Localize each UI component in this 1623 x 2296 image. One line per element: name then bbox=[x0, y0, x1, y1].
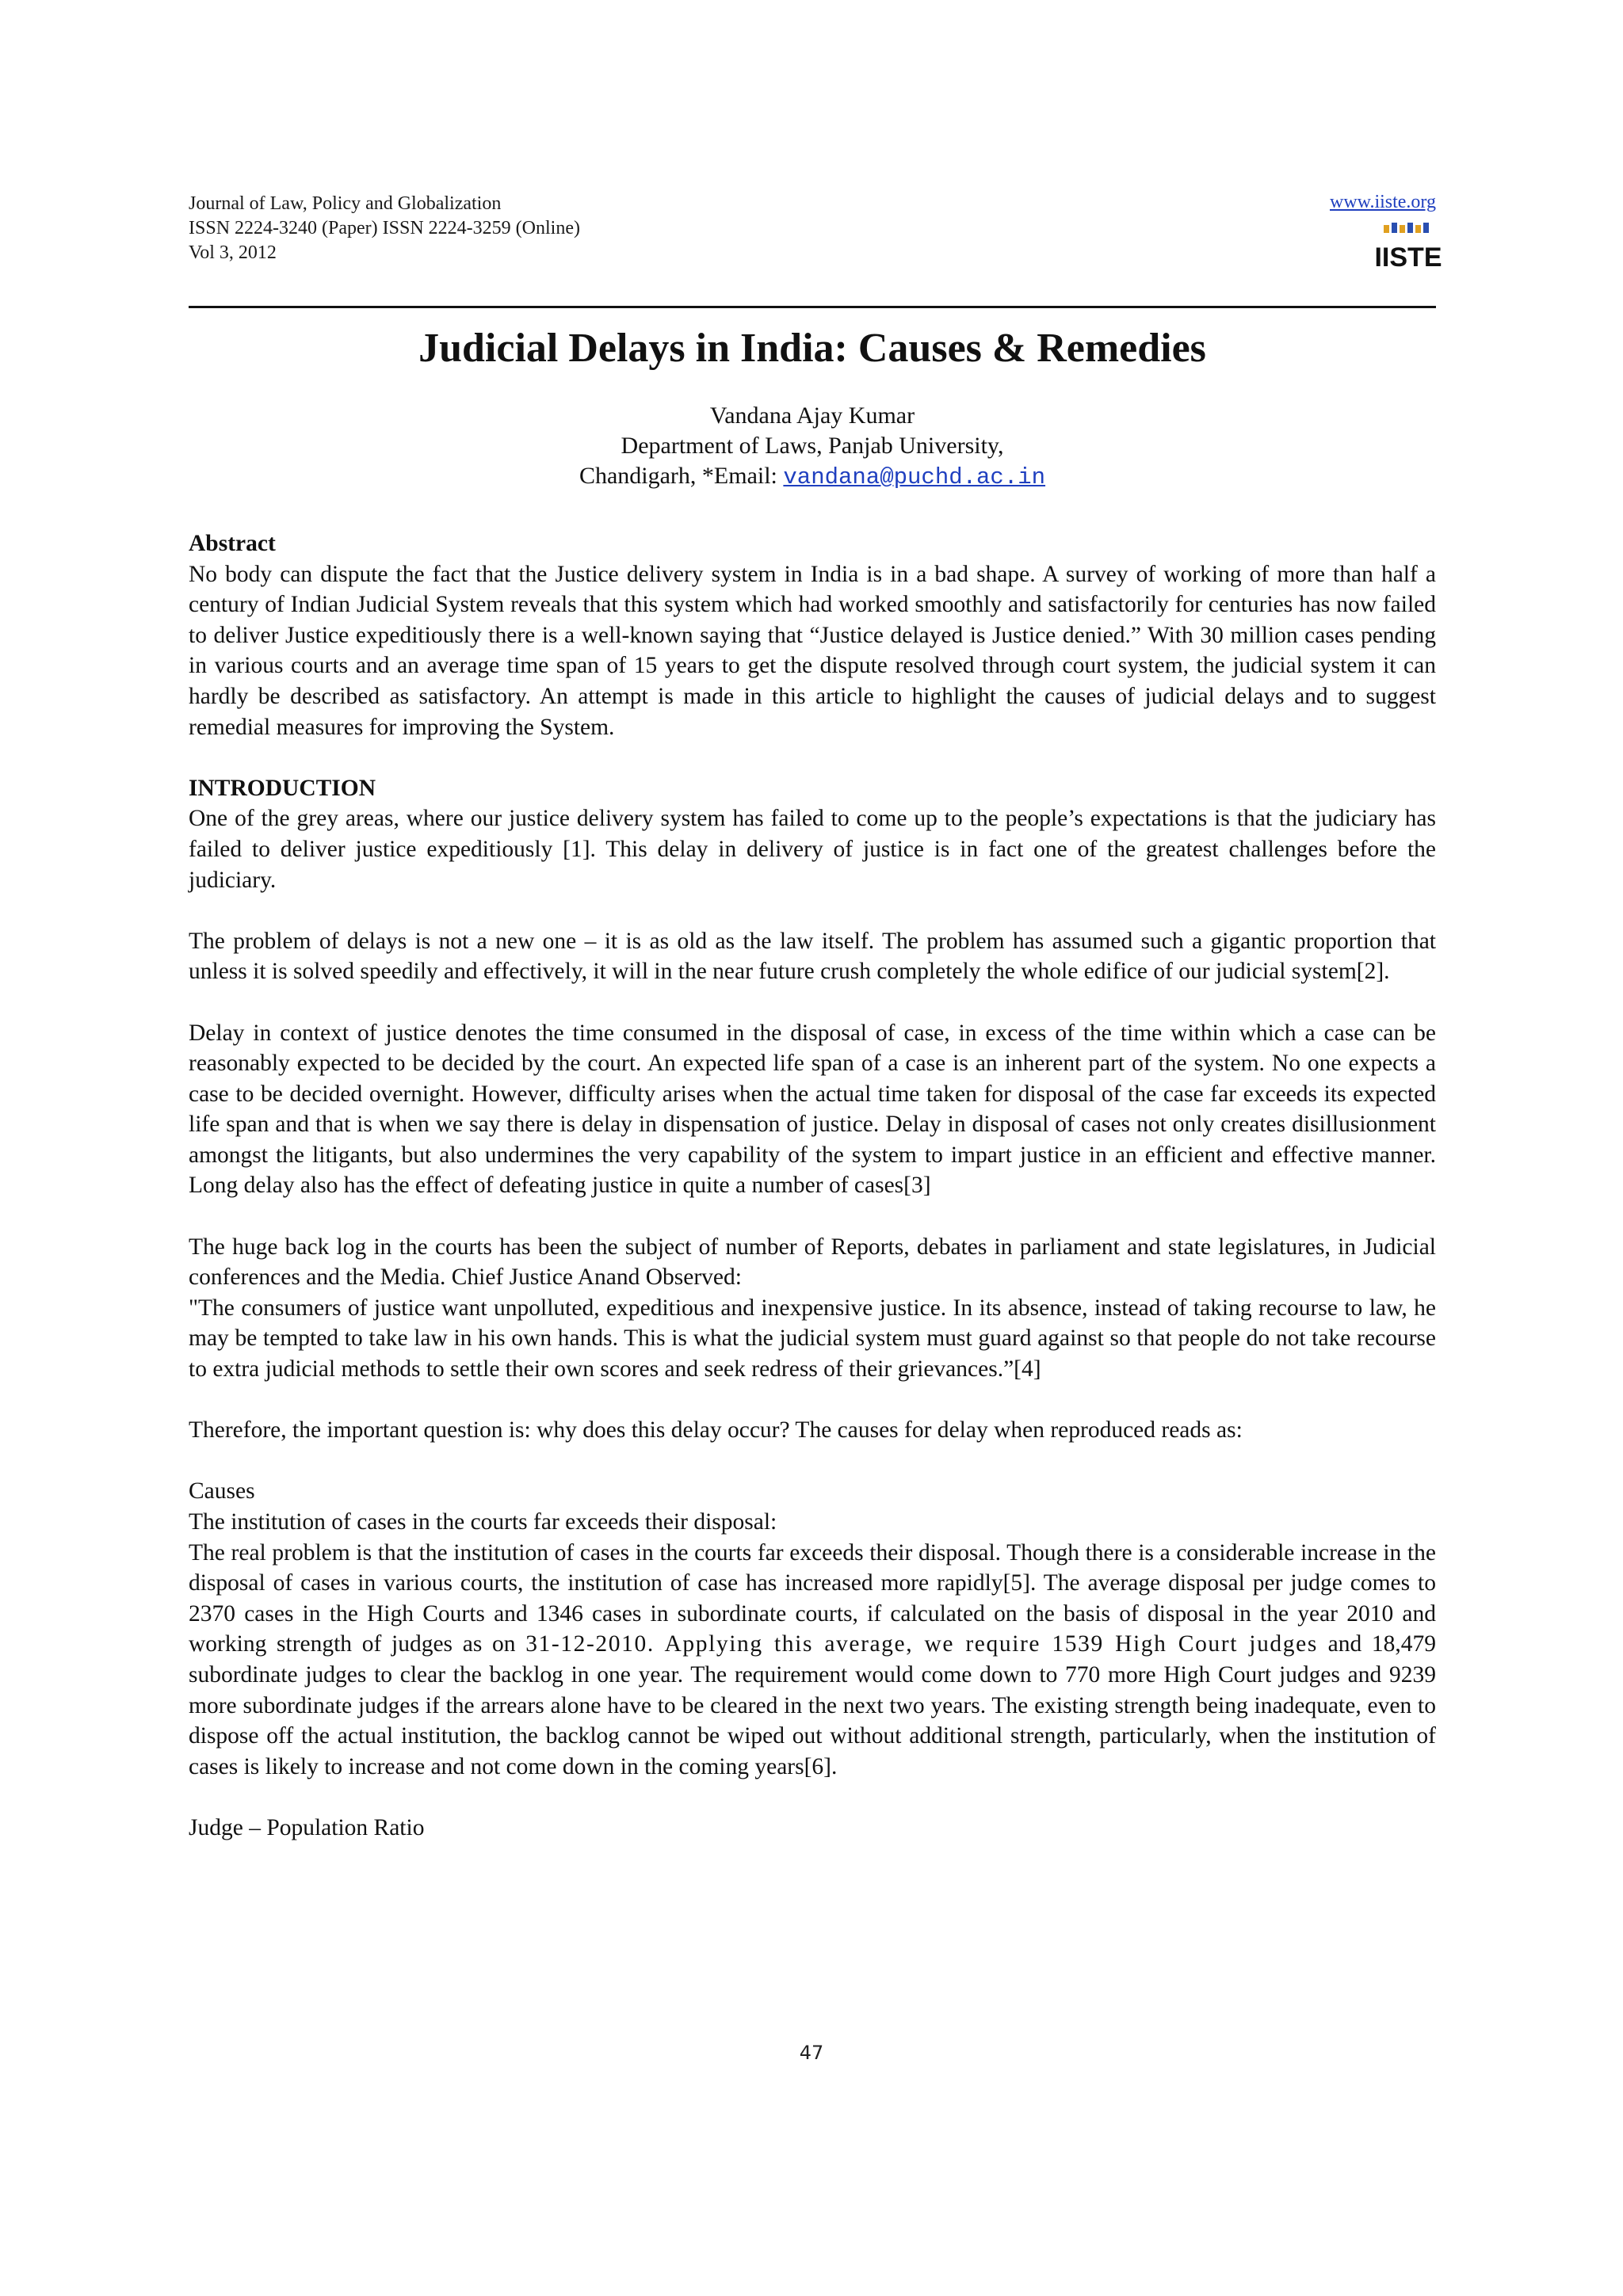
page-number: 47 bbox=[799, 2042, 824, 2064]
chief-justice-quote: "The consumers of justice want unpolluted, expeditious and inexpensive justice. In its absence, instead of taking recourse to law, he may be tempted to take law in his own hands. This is what the judicial system must guard against so that people do not take recourse to extra judicial methods to settle their own scores and seek redress of their grievances.”[4] bbox=[189, 1295, 1436, 1383]
intro-paragraph-3: Delay in context of justice denotes the time consumed in the disposal of case, in excess of the time within which a case can be reasonably expected to be decided by the court. An expected life span of a case is an inherent part of the system. No one expects a case to be decided overnight. However, difficulty arises when the actual time taken for disposal of the case far exceeds its expected life span and that is when we say there is delay in dispensation of justice. Delay in disposal of cases not only creates disillusionment amongst the litigants, but also undermines the very capability of the system to impart justice in an efficient and effective manner. Long delay also has the effect of defeating justice in quite a number of cases[3] bbox=[189, 1020, 1436, 1199]
journal-name: Journal of Law, Policy and Globalization bbox=[189, 193, 502, 214]
intro-paragraph-2: The problem of delays is not a new one – it is as old as the law itself. The problem has assumed such a gigantic proportion that unless it is solved speedily and effectively, it will in the near future crush completely the whole edifice of our judicial system[2]. bbox=[189, 928, 1436, 985]
article-body bbox=[189, 528, 1436, 1844]
intro-paragraph-5: Therefore, the important question is: why does this delay occur? The causes for delay when reproduced reads as: bbox=[189, 1417, 1243, 1444]
author-affiliation: Department of Laws, Panjab University, bbox=[621, 433, 1004, 459]
abstract-text: No body can dispute the fact that the Justice delivery system in India is in a bad shape. A survey of working of more than half a century of Indian Judicial System reveals that this system which had worked smoothly and satisfactorily for centuries has now failed to deliver Justice expeditiously there is a well-known saying that “Justice delayed is Justice denied.” With 30 million cases pending in various courts and an average time span of 15 years to get the dispute resolved through court system, the judicial system it can hardly be described as satisfactory. An attempt is made in this article to highlight the causes of judicial delays and to suggest remedial measures for improving the System. bbox=[189, 561, 1436, 740]
causes-paragraph bbox=[189, 1538, 1436, 1783]
journal-website-link[interactable]: www.iiste.org bbox=[1330, 192, 1436, 212]
paper-title: Judicial Delays in India: Causes & Remedies bbox=[418, 326, 1206, 371]
causes-text-a: The real problem is that the institution of cases in the courts far exceeds their disposal. Though there is a considerable increase in the disposal of cases in various courts, the institution of case has increased more rapidly[5]. The average disposal per judge comes to 2370 cases in the High Courts and 1346 cases in subordinate courts, if calculated on the basis of disposal in the year 2010 and working strength of judges as on bbox=[189, 1539, 1436, 1657]
causes-heading: Causes bbox=[189, 1478, 255, 1505]
abstract-heading: Abstract bbox=[189, 531, 276, 556]
author-location bbox=[189, 461, 1436, 493]
author-email-link[interactable]: vandana@puchd.ac.in bbox=[783, 464, 1046, 490]
intro-paragraph-4: The huge back log in the courts has been the subject of number of Reports, debates in parliament and state legislatures, in Judicial conferences and the Media. Chief Justice Anand Observed: bbox=[189, 1234, 1436, 1291]
author-location-prefix: Chandigarh, *Email: bbox=[579, 463, 784, 489]
causes-text-spaced: 31-12-2010. Applying this average, we require 1539 High Court judges bbox=[525, 1631, 1318, 1657]
intro-paragraph-1: One of the grey areas, where our justice delivery system has failed to come up to the people’s expectations is that the judiciary has failed to deliver justice expeditiously [1]. This delay in delivery of justice is in fact one of the greatest challenges before the judiciary. bbox=[189, 806, 1436, 893]
author-name: Vandana Ajay Kumar bbox=[709, 402, 915, 429]
author-block bbox=[189, 401, 1436, 493]
causes-text-b: and 18,479 subordinate judges to clear the backlog in one year. The requirement would come down to 770 more High Court judges and 9239 more subordinate judges if the arrears alone have to be cleared in the next two years. The existing strength being inadequate, even to dispose off the actual institution, the backlog cannot be wiped out without additional strength, particularly, when the institution of cases is likely to increase and not come down in the coming years[6]. bbox=[189, 1631, 1437, 1779]
svg-text:IISTE: IISTE bbox=[1374, 242, 1442, 273]
header-rule bbox=[189, 306, 1436, 308]
journal-header bbox=[189, 192, 1442, 273]
volume-line: Vol 3, 2012 bbox=[189, 242, 277, 263]
introduction-heading: INTRODUCTION bbox=[189, 775, 376, 801]
causes-subheading: The institution of cases in the courts far exceeds their disposal: bbox=[189, 1509, 777, 1535]
iiste-logo bbox=[1374, 220, 1442, 273]
issn-line: ISSN 2224-3240 (Paper) ISSN 2224-3259 (Online) bbox=[189, 218, 580, 238]
judge-population-heading: Judge – Population Ratio bbox=[189, 1814, 425, 1840]
